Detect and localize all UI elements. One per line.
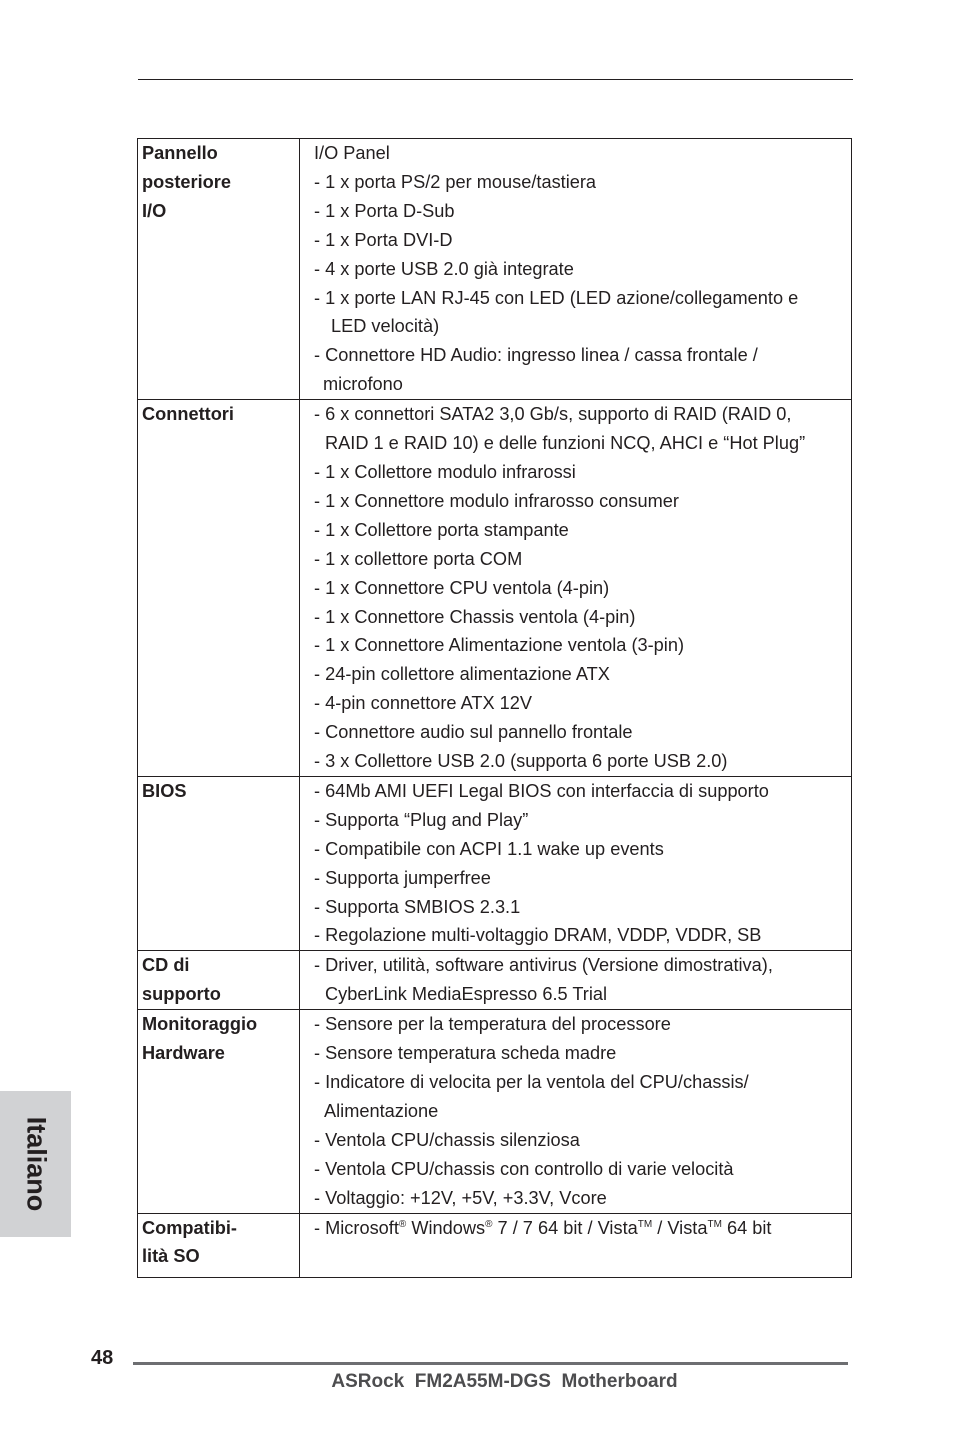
spec-label (138, 1213, 300, 1278)
spec-items (300, 1010, 852, 1213)
spec-items (300, 400, 852, 777)
spec-item: - Ventola CPU/chassis con controllo di varie velocità (314, 1158, 734, 1179)
spec-label-line: I/O (142, 200, 167, 221)
spec-item: Alimentazione (324, 1100, 439, 1121)
spec-label (138, 400, 300, 777)
spec-item: - Driver, utilità, software antivirus (Versione dimostrativa), (314, 955, 773, 976)
spec-label-line: CD di (142, 955, 190, 976)
os-text: - Microsoft (314, 1217, 399, 1238)
spec-item: - 24-pin collettore alimentazione ATX (314, 664, 610, 685)
spec-label-line: Pannello (142, 143, 218, 163)
spec-item: - 1 x Connettore CPU ventola (4-pin) (314, 577, 610, 598)
spec-item: - Supporta jumperfree (314, 867, 491, 888)
spec-item: CyberLink MediaEspresso 6.5 Trial (325, 984, 608, 1005)
spec-item: - 6 x connettori SATA2 3,0 Gb/s, supporto di RAID (RAID 0, (314, 404, 792, 425)
spec-row-connectors (138, 400, 852, 777)
spec-row-support-cd (138, 951, 852, 1010)
language-tab-label: Italiano (21, 1116, 51, 1212)
spec-item: - 1 x Porta DVI-D (314, 229, 453, 250)
spec-item: - 1 x Collettore porta stampante (314, 519, 569, 540)
registered-mark: ® (398, 1218, 407, 1230)
spec-label-line: Connettori (142, 404, 234, 425)
spec-item: - 1 x porte LAN RJ-45 con LED (LED azione/collegamento e (314, 287, 799, 308)
spec-row-io-panel (138, 139, 852, 400)
spec-label-line: supporto (142, 984, 221, 1005)
spec-table (137, 138, 852, 1278)
top-rule (138, 79, 853, 80)
spec-item: - 1 x porta PS/2 per mouse/tastiera (314, 171, 597, 192)
spec-item: LED velocità) (331, 316, 440, 337)
spec-items (300, 1213, 852, 1278)
spec-label-line: lità SO (142, 1246, 200, 1267)
os-text: Windows (406, 1217, 486, 1238)
spec-item: - 1 x Porta D-Sub (314, 200, 455, 221)
spec-row-hardware-monitor (138, 1010, 852, 1213)
spec-label-line: Compatibi- (142, 1217, 237, 1238)
spec-item: - Indicatore di velocita per la ventola del CPU/chassis/ (314, 1072, 749, 1092)
spec-item: - 4 x porte USB 2.0 già integrate (314, 258, 574, 279)
spec-item: - Supporta SMBIOS 2.3.1 (314, 896, 521, 917)
spec-item: RAID 1 e RAID 10) e delle funzioni NCQ, AHCI e “Hot Plug” (325, 433, 806, 454)
spec-item: - 1 x Connettore Alimentazione ventola (3-pin) (314, 635, 685, 656)
spec-item: I/O Panel (314, 143, 390, 163)
footer-product-title: ASRock FM2A55M-DGS Motherboard (331, 1371, 678, 1392)
spec-item: - 1 x collettore porta COM (314, 548, 523, 569)
os-text: / Vista (652, 1217, 708, 1238)
spec-row-bios (138, 776, 852, 950)
spec-item: - 1 x Connettore Chassis ventola (4-pin) (314, 606, 636, 627)
spec-item: - Connettore HD Audio: ingresso linea / cassa frontale / (314, 345, 758, 366)
spec-item: - Connettore audio sul pannello frontale (314, 722, 633, 743)
spec-item: - 1 x Connettore modulo infrarosso consumer (314, 490, 679, 511)
trademark-mark: TM (707, 1218, 722, 1230)
spec-item: - Supporta “Plug and Play” (314, 809, 529, 830)
trademark-mark: TM (637, 1218, 653, 1230)
spec-item: - 3 x Collettore USB 2.0 (supporta 6 porte USB 2.0) (314, 751, 728, 772)
spec-item: - Compatibile con ACPI 1.1 wake up events (314, 838, 664, 859)
spec-item: microfono (323, 374, 403, 395)
spec-label (138, 1010, 300, 1213)
spec-item: - 4-pin connettore ATX 12V (314, 693, 533, 714)
spec-label (138, 951, 300, 1010)
spec-items (300, 139, 852, 400)
language-side-tab (0, 1091, 71, 1237)
spec-items (300, 951, 852, 1010)
spec-item: - 1 x Collettore modulo infrarossi (314, 461, 576, 482)
registered-mark: ® (485, 1218, 493, 1230)
spec-item: - Sensore temperatura scheda madre (314, 1043, 617, 1064)
page-number: 48 (91, 1347, 114, 1369)
spec-items (300, 776, 852, 950)
spec-item: - Ventola CPU/chassis silenziosa (314, 1129, 580, 1150)
os-support-line (314, 1214, 845, 1243)
spec-label-line: Hardware (142, 1043, 225, 1064)
spec-label (138, 776, 300, 950)
spec-item: - Sensore per la temperatura del processore (314, 1014, 671, 1035)
spec-item: - 64Mb AMI UEFI Legal BIOS con interfaccia di supporto (314, 780, 769, 801)
footer-rule (133, 1362, 848, 1365)
os-text: 7 / 7 64 bit / Vista (492, 1217, 638, 1238)
os-text: 64 bit (721, 1217, 772, 1238)
spec-row-os-compatibility (138, 1213, 852, 1278)
spec-item: - Regolazione multi-voltaggio DRAM, VDDP, VDDR, SB (314, 925, 762, 946)
spec-label-line: posteriore (142, 171, 231, 192)
spec-label (138, 139, 300, 400)
spec-label-line: BIOS (142, 780, 187, 801)
spec-label-line: Monitoraggio (142, 1014, 258, 1035)
spec-item: - Voltaggio: +12V, +5V, +3.3V, Vcore (314, 1187, 607, 1208)
